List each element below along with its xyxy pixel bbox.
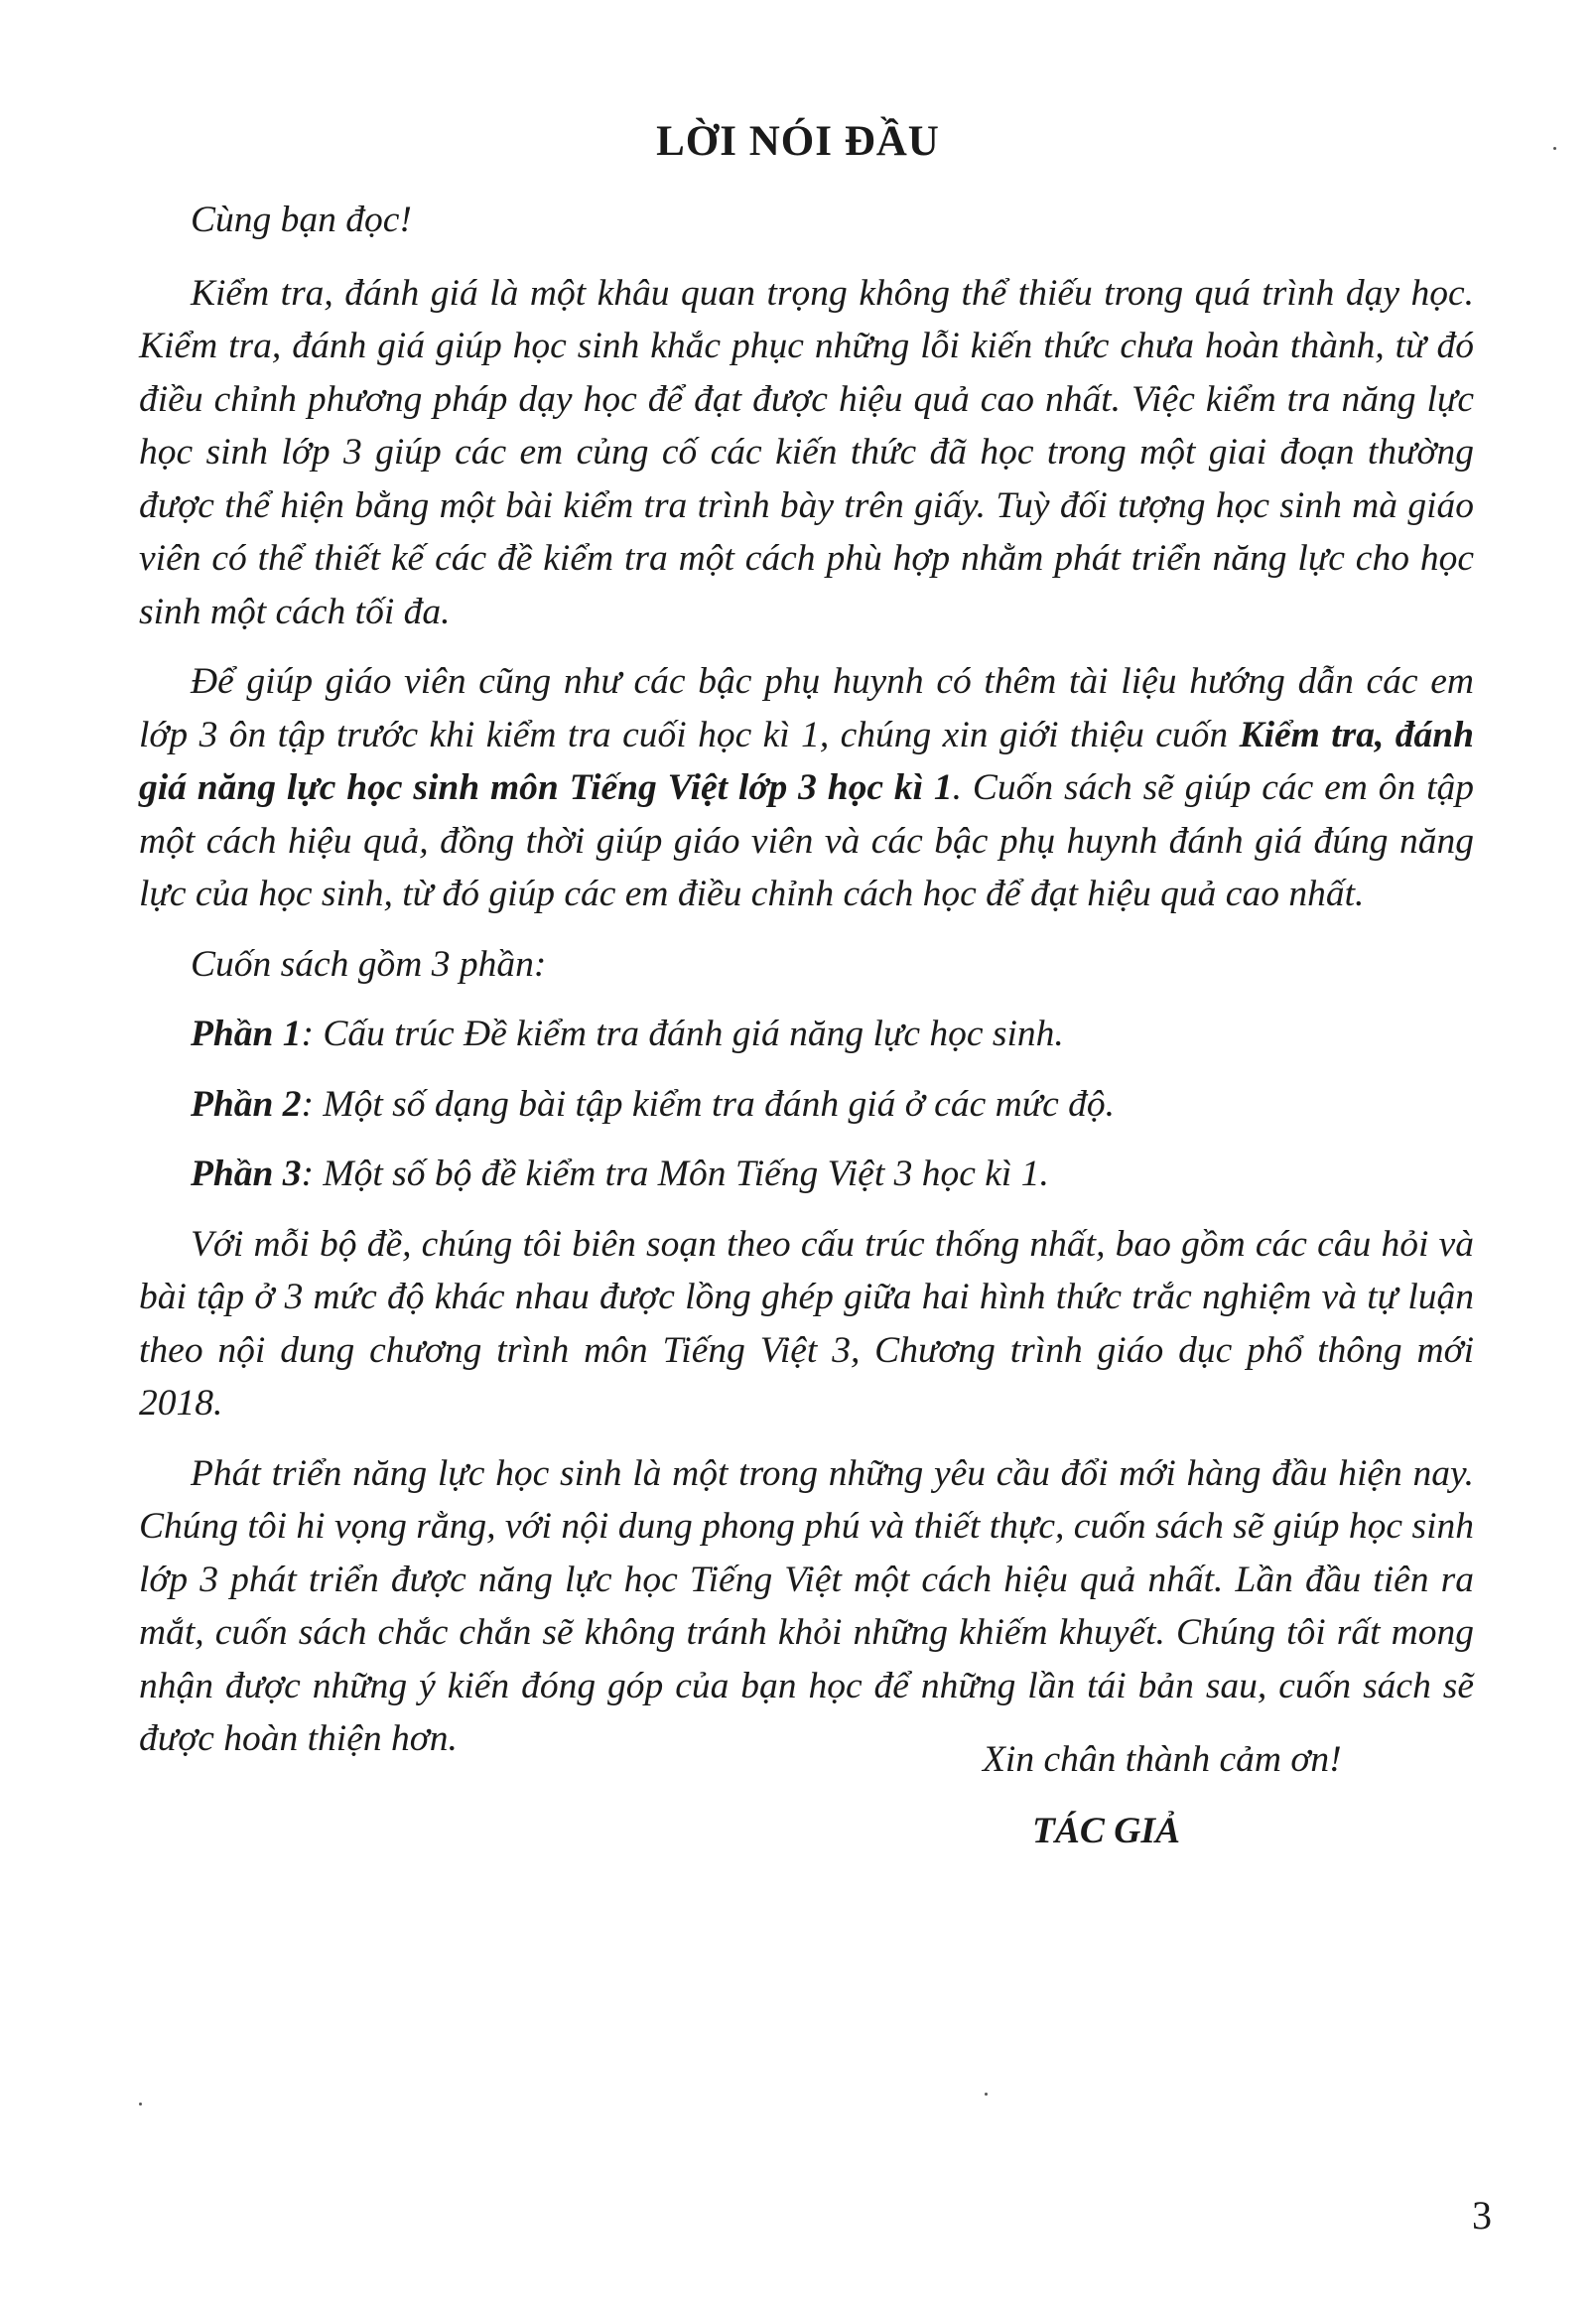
paragraph-2: [139, 655, 1474, 921]
greeting: Cùng bạn đọc!: [191, 200, 412, 240]
author-signature: TÁC GIẢ: [1032, 1811, 1180, 1851]
part-2: [139, 1078, 1474, 1132]
structure-intro: Cuốn sách gồm 3 phần:: [191, 943, 547, 985]
part-3-text: : Một số bộ đề kiểm tra Môn Tiếng Việt 3 học kì 1.: [301, 1154, 1049, 1194]
scan-speck: [985, 2093, 988, 2096]
document-body: [139, 194, 1474, 1783]
paragraph-3: Với mỗi bộ đề, chúng tôi biên soạn theo cấu trúc thống nhất, bao gồm các câu hỏi và bài tập ở 3 mức độ khác nhau được lồng ghép giữa hai hình thức trắc nghiệm và tự luận theo nội dung chương trình môn Tiếng Việt 3, Chương trình giáo dục phổ thông mới 2018.: [139, 1223, 1474, 1424]
closing-line: Xin chân thành cảm ơn!: [983, 1739, 1342, 1780]
part-3-label: Phần 3: [191, 1154, 302, 1194]
part-2-text: : Một số dạng bài tập kiểm tra đánh giá ở các mức độ.: [301, 1083, 1116, 1125]
paragraph-2-before: Để giúp giáo viên cũng như các bậc phụ huynh có thêm tài liệu hướng dẫn các em lớp 3 ôn tập trước khi kiểm tra cuối học kì 1, chúng xin giới thiệu cuốn: [139, 661, 1474, 755]
scan-speck: [139, 2103, 142, 2106]
part-1-label: Phần 1: [191, 1014, 302, 1054]
part-1-text: : Cấu trúc Đề kiểm tra đánh giá năng lực học sinh.: [301, 1014, 1064, 1054]
page-number: 3: [1472, 2193, 1492, 2238]
paragraph-1: Kiểm tra, đánh giá là một khâu quan trọng không thể thiếu trong quá trình dạy học. Kiểm tra, đánh giá giúp học sinh khắc phục những lỗi kiến thức chưa hoàn thành, từ đó điều chỉnh phương pháp dạy học để đạt được hiệu quả cao nhất. Việc kiểm tra năng lực học sinh lớp 3 giúp các em củng cố các kiến thức đã học trong một giai đoạn thường được thể hiện bằng một bài kiểm tra trình bày trên giấy. Tuỳ đối tượng học sinh mà giáo viên có thể thiết kế các đề kiểm tra một cách phù hợp nhằm phát triển năng lực cho học sinh một cách tối đa.: [139, 272, 1474, 632]
part-1: [139, 1008, 1474, 1061]
paragraph-2-after: . Cuốn sách sẽ giúp các em ôn tập một cách hiệu quả, đồng thời giúp giáo viên và các bậc phụ huynh đánh giá đúng năng lực của học sinh, từ đó giúp các em điều chỉnh cách học để đạt hiệu quả cao nhất.: [139, 767, 1474, 914]
page-title: LỜI NÓI ĐẦU: [656, 118, 940, 165]
book-title: Kiểm tra, đánh giá năng lực học sinh môn Tiếng Việt lớp 3 học kì 1: [139, 714, 1475, 808]
part-3: [139, 1148, 1474, 1201]
scan-speck: [1553, 147, 1556, 150]
paragraph-4: Phát triển năng lực học sinh là một trong những yêu cầu đổi mới hàng đầu hiện nay. Chúng tôi hi vọng rằng, với nội dung phong phú và thiết thực, cuốn sách sẽ giúp học sinh lớp 3 phát triển được năng lực học Tiếng Việt một cách hiệu quả nhất. Lần đầu tiên ra mắt, cuốn sách chắc chắn sẽ không tránh khỏi những khiếm khuyết. Chúng tôi rất mong nhận được những ý kiến đóng góp của bạn học để những lần tái bản sau, cuốn sách sẽ được hoàn thiện hơn.: [139, 1452, 1474, 1759]
part-2-label: Phần 2: [191, 1083, 302, 1125]
